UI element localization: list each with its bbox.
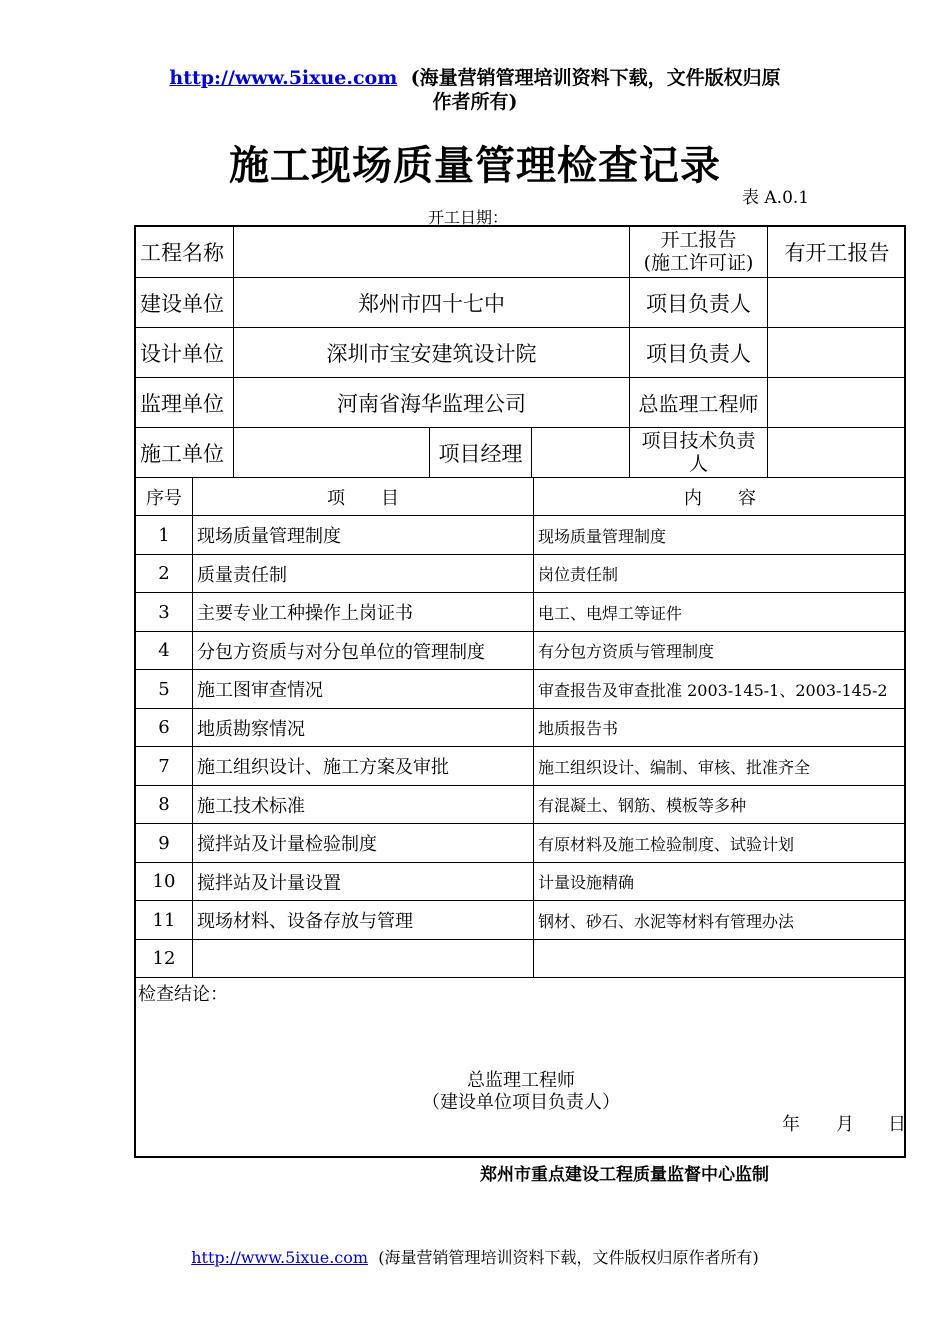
row-number: 3 [136,593,193,632]
start-report-label-line1: 开工报告 [660,229,737,251]
project-name-label: 工程名称 [136,227,234,278]
row-number: 9 [136,824,193,863]
pm-label: 项目经理 [430,428,532,478]
owner-pm-value[interactable] [768,278,906,328]
row-item: 搅拌站及计量检验制度 [193,824,534,863]
pm-value[interactable] [532,428,630,478]
contractor-label: 施工单位 [136,428,234,478]
date-month: 月 [836,1114,854,1135]
chief-supervisor-label: 总监理工程师 [630,378,768,428]
row-number: 7 [136,747,193,786]
contractor-value[interactable] [234,428,430,478]
signer-title: 总监理工程师 [467,1070,575,1091]
owner-pm-label: 项目负责人 [630,278,768,328]
row-number: 10 [136,863,193,901]
row-content[interactable]: 现场质量管理制度 [534,516,906,555]
header-note-line2: 作者所有) [432,91,518,113]
row-number: 11 [136,901,193,940]
col-header-content: 内 容 [534,478,906,516]
row-content[interactable]: 审查报告及审查批准 2003-145-1、2003-145-2 [534,670,906,709]
row-item: 现场材料、设备存放与管理 [193,901,534,940]
design-value[interactable]: 深圳市宝安建筑设计院 [234,328,630,378]
row-number: 4 [136,632,193,670]
row-number: 1 [136,516,193,555]
row-number: 5 [136,670,193,709]
design-pm-value[interactable] [768,328,906,378]
row-content[interactable]: 有原材料及施工检验制度、试验计划 [534,824,906,863]
start-date-label: 开工日期： [428,208,509,227]
date-day: 日 [888,1114,906,1135]
check-items-table [136,516,906,978]
design-pm-label: 项目负责人 [630,328,768,378]
row-content[interactable]: 计量设施精确 [534,863,906,901]
date-year: 年 [782,1114,800,1135]
conclusion-area [136,978,906,1158]
row-item: 地质勘察情况 [193,709,534,747]
row-number: 6 [136,709,193,747]
row-item: 施工图审查情况 [193,670,534,709]
row-number: 2 [136,555,193,593]
row-item: 施工组织设计、施工方案及审批 [193,747,534,786]
row-content[interactable] [534,940,906,978]
tech-lead-label [630,428,768,478]
row-content[interactable]: 地质报告书 [534,709,906,747]
row-content[interactable]: 施工组织设计、编制、审核、批准齐全 [534,747,906,786]
header-note-line1: (海量营销管理培训资料下载，文件版权归原 [410,67,781,89]
row-item: 分包方资质与对分包单位的管理制度 [193,632,534,670]
row-content[interactable]: 钢材、砂石、水泥等材料有管理办法 [534,901,906,940]
row-item: 质量责任制 [193,555,534,593]
conclusion-label: 检查结论： [138,984,228,1005]
tech-lead-value[interactable] [768,428,906,478]
row-item: 现场质量管理制度 [193,516,534,555]
footer-note: (海量营销管理培训资料下载，文件版权归原作者所有) [378,1248,759,1267]
project-name-value[interactable] [234,227,630,278]
row-item [193,940,534,978]
owner-label: 建设单位 [136,278,234,328]
owner-value[interactable]: 郑州市四十七中 [234,278,630,328]
row-content[interactable]: 有分包方资质与管理制度 [534,632,906,670]
inspection-form [134,225,906,1158]
chief-supervisor-value[interactable] [768,378,906,428]
col-header-item: 项 目 [193,478,534,516]
design-label: 设计单位 [136,328,234,378]
header-link[interactable]: http://www.5ixue.com [169,67,398,89]
row-item: 主要专业工种操作上岗证书 [193,593,534,632]
page-header [140,66,810,114]
row-content[interactable]: 有混凝土、钢筋、模板等多种 [534,786,906,824]
start-report-label [630,227,768,278]
row-item: 搅拌站及计量设置 [193,863,534,901]
start-report-label-line2: (施工许可证) [643,252,754,274]
col-header-no: 序号 [136,478,193,516]
supervision-label: 监理单位 [136,378,234,428]
tech-lead-label-line1: 项目技术负责 [641,429,756,452]
issuer-note: 郑州市重点建设工程质量监督中心监制 [480,1165,769,1185]
row-number: 12 [136,940,193,978]
tech-lead-label-line2: 人 [688,452,708,475]
signer-subtitle: （建设单位项目负责人） [422,1092,620,1113]
row-item: 施工技术标准 [193,786,534,824]
page-footer [0,1245,950,1268]
row-content[interactable]: 电工、电焊工等证件 [534,593,906,632]
page-title: 施工现场质量管理检查记录 [229,142,721,189]
footer-link[interactable]: http://www.5ixue.com [191,1248,369,1267]
start-report-value[interactable]: 有开工报告 [768,227,906,278]
row-content[interactable]: 岗位责任制 [534,555,906,593]
row-number: 8 [136,786,193,824]
supervision-value[interactable]: 河南省海华监理公司 [234,378,630,428]
form-number: 表 A.0.1 [742,188,810,208]
